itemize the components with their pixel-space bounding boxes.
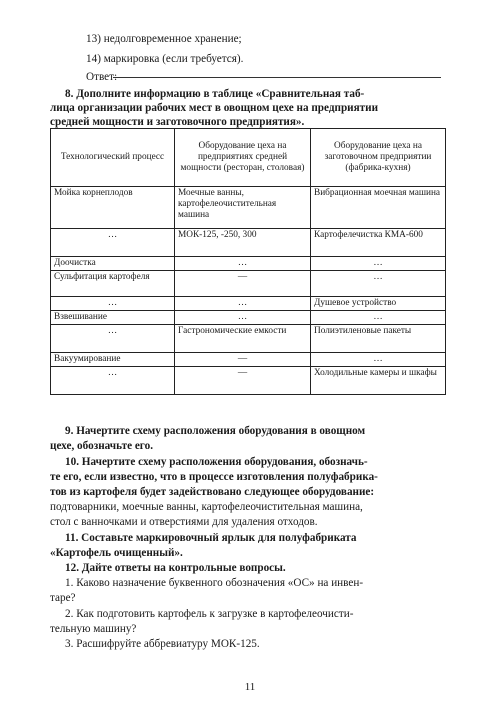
task11-line1: 11. Составьте маркировочный ярлык для полуфабриката xyxy=(65,532,357,544)
cell-procurement: Картофелечистка КМА-600 xyxy=(311,229,446,257)
table-header-row xyxy=(51,129,446,187)
table-row xyxy=(51,229,446,257)
task12-title: 12. Дайте ответы на контрольные вопросы. xyxy=(65,562,286,574)
cell-medium: … xyxy=(175,257,311,271)
table-row xyxy=(51,297,446,311)
question1-line1: 1. Каково назначение буквенного обозначения «ОС» на инвен- xyxy=(65,577,364,589)
answer-blank-line xyxy=(113,77,441,78)
cell-medium: — xyxy=(175,271,311,297)
table-row xyxy=(51,311,446,325)
header-medium-enterprise: Оборудование цеха на предприятиях средней мощности (ресторан, столовая) xyxy=(175,129,311,187)
cell-process: … xyxy=(51,297,175,311)
task9-line1: 9. Начертите схему расположения оборудования в овощном xyxy=(65,425,366,437)
table-row xyxy=(51,271,446,297)
table-row xyxy=(51,325,446,353)
table-row xyxy=(51,353,446,367)
header-process: Технологический процесс xyxy=(51,129,175,187)
cell-medium: МОК-125, -250, 300 xyxy=(175,229,311,257)
task10-line3: тов из картофеля будет задействовано следующее оборудование: xyxy=(50,486,375,498)
table-row xyxy=(51,187,446,229)
task10-line2: те его, если известно, что в процессе изготовления полуфабрика- xyxy=(50,471,378,483)
cell-process: Сульфитация картофеля xyxy=(51,271,175,297)
list-item-13: 13) недолговременное хранение; xyxy=(86,33,242,45)
cell-procurement: Холодильные камеры и шкафы xyxy=(311,367,446,395)
list-item-14: 14) маркировка (если требуется). xyxy=(86,53,244,65)
table-row xyxy=(51,367,446,395)
question2-line1: 2. Как подготовить картофель к загрузке в картофелеочисти- xyxy=(65,608,354,620)
cell-medium: — xyxy=(175,367,311,395)
header-procurement-enterprise: Оборудование цеха на заготовочном предприятии (фабрика-кухня) xyxy=(311,129,446,187)
question3: 3. Расшифруйте аббревиатуру МОК-125. xyxy=(65,638,260,650)
cell-procurement: Вибрационная моечная машина xyxy=(311,187,446,229)
cell-medium: — xyxy=(175,353,311,367)
cell-medium: Моечные ванны, картофелеочистительная машина xyxy=(175,187,311,229)
question1-line2: таре? xyxy=(50,592,76,604)
cell-process: Взвешивание xyxy=(51,311,175,325)
task10-line1: 10. Начертите схему расположения оборудования, обозначь- xyxy=(65,456,368,468)
cell-procurement: … xyxy=(311,257,446,271)
cell-procurement: … xyxy=(311,271,446,297)
table-row xyxy=(51,257,446,271)
page-number: 11 xyxy=(244,681,256,693)
task10-line4: подтоварники, моечные ванны, картофелеочистительная машина, xyxy=(50,501,363,513)
cell-procurement: … xyxy=(311,353,446,367)
cell-process: Мойка корнеплодов xyxy=(51,187,175,229)
cell-process: Вакуумирование xyxy=(51,353,175,367)
cell-process: … xyxy=(51,229,175,257)
task9-line2: цехе, обозначьте его. xyxy=(50,440,153,452)
cell-process: … xyxy=(51,325,175,353)
cell-medium: … xyxy=(175,297,311,311)
cell-medium: … xyxy=(175,311,311,325)
cell-process: Доочистка xyxy=(51,257,175,271)
cell-procurement: Душевое устройство xyxy=(311,297,446,311)
task11-line2: «Картофель очищенный». xyxy=(50,547,183,559)
answer-label: Ответ: xyxy=(86,71,118,83)
cell-procurement: Полиэтиленовые пакеты xyxy=(311,325,446,353)
task8-line2: лица организации рабочих мест в овощном цехе на предприятии xyxy=(50,102,379,114)
task10-line5: стол с ванночками и отверстиями для удаления отходов. xyxy=(50,516,318,528)
cell-medium: Гастрономические емкости xyxy=(175,325,311,353)
task8-line3: средней мощности и заготовочного предприятия». xyxy=(50,116,305,128)
cell-process: … xyxy=(51,367,175,395)
comparison-table xyxy=(50,128,446,395)
task8-line1: 8. Дополните информацию в таблице «Сравнительная таб- xyxy=(65,88,365,100)
question2-line2: тельную машину? xyxy=(50,623,137,635)
cell-procurement: … xyxy=(311,311,446,325)
